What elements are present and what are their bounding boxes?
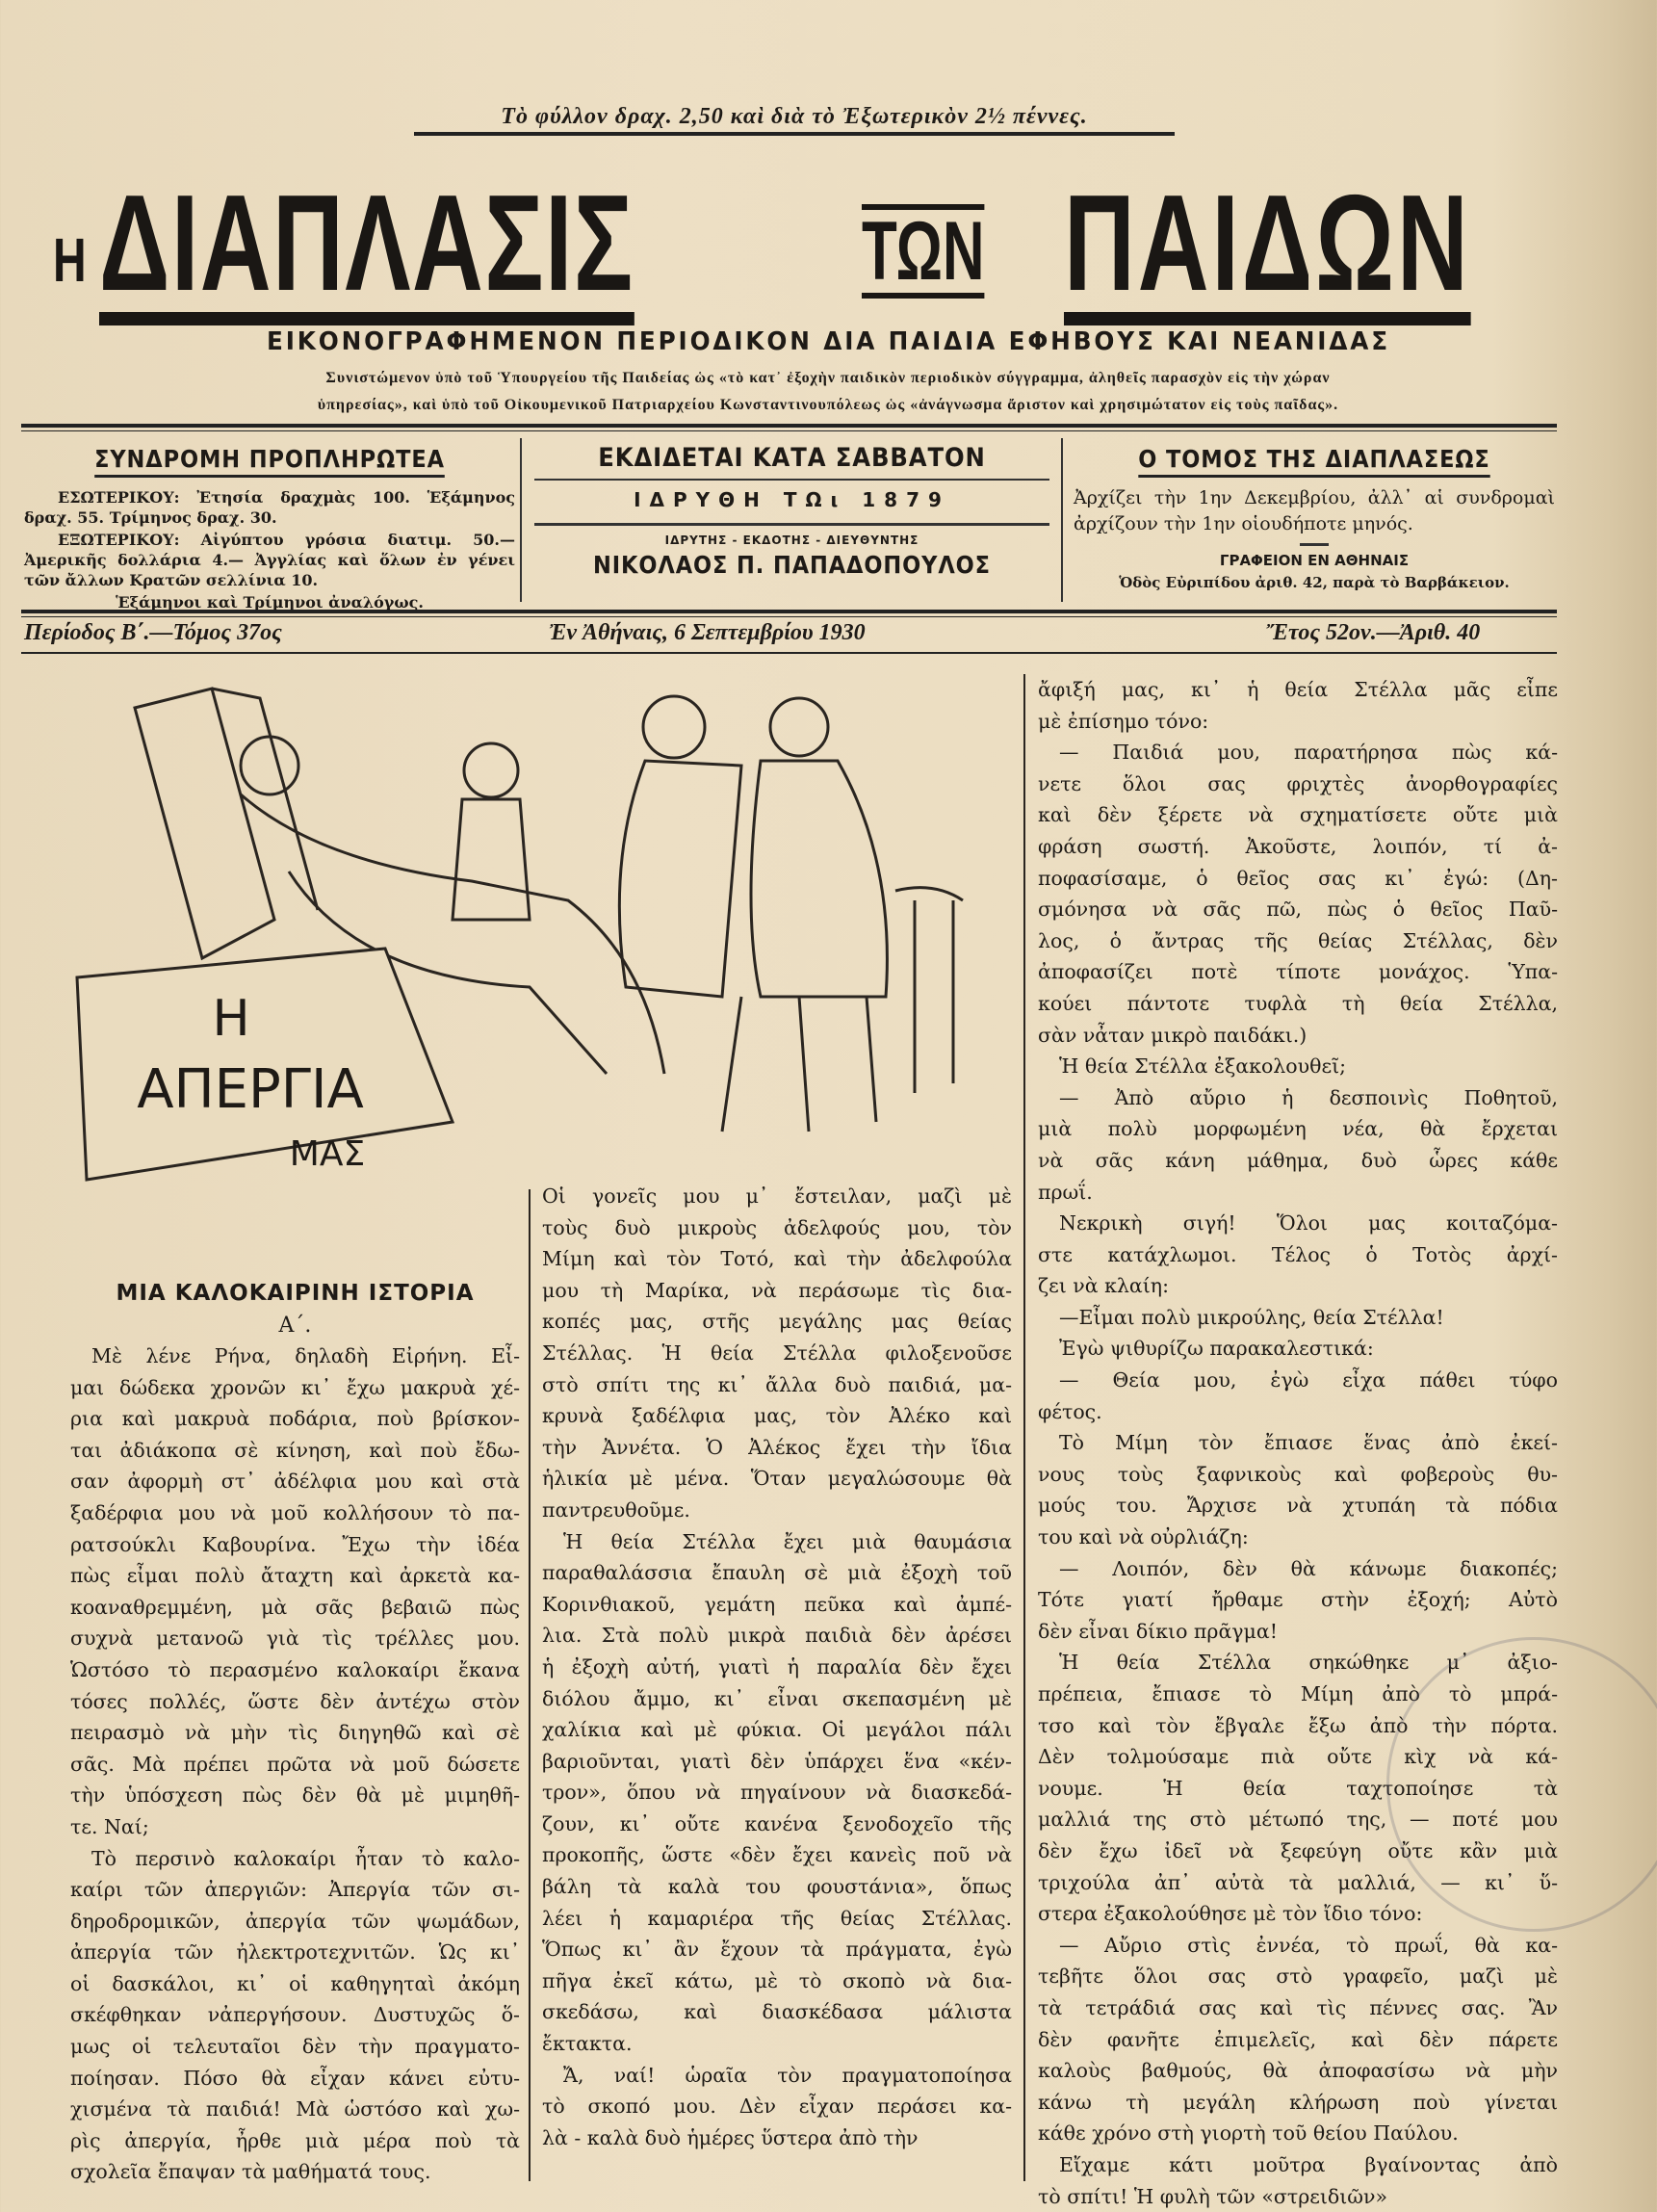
description-line: Συνιστώμενον ὑπὸ τοῦ Ὑπουργείου τῆς Παιδείας ὡς «τὸ κατ᾽ ἐξοχὴν παιδικὸν περιοδικὸν σύγγραμμα, ἀληθεῖς παρασχὸν εἰς τὴν χώραν xyxy=(39,368,1618,389)
paragraph xyxy=(542,1526,1012,2060)
volume-text: Ἀρχίζει τὴν 1ην Δεκεμβρίου, ἀλλ᾽ αἱ συνδρομαὶ ἀρχίζουν τὴν 1ην οἱουδήποτε μηνός. xyxy=(1074,485,1555,537)
office-title: ΓΡΑΦΕΙΟΝ ΕΝ ΑΘΗΝΑΙΣ xyxy=(1074,552,1555,569)
text-line: διόλου ἄμμο, κι᾽ εἶναι σκεπασμένη μὲ xyxy=(542,1683,1012,1715)
text-line: σαν ἀφορμὴ στ᾽ ἀδέλφια μου καὶ στὰ xyxy=(70,1466,520,1497)
text-line: Μὲ λένε Ρήνα, δηλαδὴ Εἰρήνη. Εἶ- xyxy=(70,1340,520,1372)
text-line: κοαναθρεμμένη, μὰ σᾶς βεβαιῶ πὼς xyxy=(70,1592,520,1624)
text-line: σκεδάσω, καὶ διασκέδασα μάλιστα xyxy=(542,1996,1012,2028)
issue-number: Ἔτος 52ον.—Ἀριθ. 40 xyxy=(1266,620,1480,646)
text-line: δὲν φανῆτε ἐπιμελεῖς, καὶ δὲν πάρετε xyxy=(1038,2024,1558,2056)
description-line: ὑπηρεσίας», καὶ ὑπὸ τοῦ Οἰκουμενικοῦ Πατριαρχείου Κωνσταντινουπόλεως ὡς «ἀνάγνωσμα ἄριστον καὶ χρησιμώτατον εἰς τοὺς παῖδας». xyxy=(39,395,1618,416)
text-line: σᾶς. Μὰ πρέπει πρῶτα νὰ μοῦ δώσετε xyxy=(70,1749,520,1781)
text-line: βαριοῦνται, γιατὶ δὲν ὑπάρχει ἕνα «κέν- xyxy=(542,1746,1012,1778)
publisher-role: ΙΔΡΥΤΗΣ - ΕΚΔΟΤΗΣ - ΔΙΕΥΘΥΝΤΗΣ xyxy=(534,533,1049,547)
paragraph xyxy=(1038,1333,1558,1365)
volume-box xyxy=(1074,435,1555,609)
subtitle: ΕΙΚΟΝΟΓΡΑΦΗΜΕΝΟΝ ΠΕΡΙΟΔΙΚΟΝ ΔΙΑ ΠΑΙΔΙΑ ΕΦΗΒΟΥΣ ΚΑΙ ΝΕΑΝΙΔΑΣ xyxy=(41,327,1616,356)
text-line: ἡλικία μὲ μένα. Ὅταν μεγαλώσουμε θὰ xyxy=(542,1463,1012,1495)
text-line: Ὡστόσο τὸ περασμένο καλοκαίρι ἔκανα xyxy=(70,1654,520,1686)
text-line: κρυνὰ ξαδέλφια μας, τὸν Ἀλέκο καὶ xyxy=(542,1400,1012,1432)
text-line: Οἱ γονεῖς μου μ᾽ ἔστειλαν, μαζὶ μὲ xyxy=(542,1181,1012,1212)
paragraph xyxy=(1038,1302,1558,1334)
text-line: πειρασμὸ νὰ μὴν τὶς διηγηθῶ καὶ σὲ xyxy=(70,1717,520,1749)
text-line: Τὸ περσινὸ καλοκαίρι ἦταν τὸ καλο- xyxy=(70,1843,520,1875)
text-line: λέει ἡ καμαριέρα τῆς θείας Στέλλας. xyxy=(542,1903,1012,1935)
text-line: στε κατάχλωμοι. Τέλος ὁ Τοτὸς ἀρχί- xyxy=(1038,1239,1558,1271)
text-line: ἀπεργία τῶν ἠλεκτροτεχνιτῶν. Ὡς κι᾽ xyxy=(70,1937,520,1968)
story-illustration xyxy=(67,669,1016,1189)
text-line: τσο καὶ τὸν ἔβγαλε ἔξω ἀπὸ τὴν πόρτα. xyxy=(1038,1710,1558,1742)
column-divider xyxy=(1023,674,1025,2181)
text-line: τε. Ναί; xyxy=(70,1811,520,1843)
text-line: πρέπεια, ἔπιασε τὸ Μίμη ἀπὸ τὸ μπρά- xyxy=(1038,1679,1558,1710)
divider xyxy=(1061,438,1063,602)
text-line: Στέλλας. Ἡ θεία Στέλλα φιλοξενοῦσε xyxy=(542,1338,1012,1369)
issue-date: Ἐν Ἀθήναις, 6 Σεπτεμβρίου 1930 xyxy=(549,620,866,646)
text-line: κάθε χρόνο στὴ γιορτὴ τοῦ θείου Παύλου. xyxy=(1038,2118,1558,2149)
text-line: Νεκρικὴ σιγή! Ὅλοι μας κοιταζόμα- xyxy=(1038,1208,1558,1239)
text-line: Δὲν τολμούσαμε πιὰ οὔτε κὶχ νὰ κά- xyxy=(1038,1741,1558,1773)
text-line: δὲν εἶναι δίκιο πρᾶγμα! xyxy=(1038,1616,1558,1648)
text-line: λος, ὁ ἄντρας τῆς θείας Στέλλας, δὲν xyxy=(1038,925,1558,957)
divider xyxy=(21,652,1557,654)
text-line: φέτος. xyxy=(1038,1396,1558,1428)
text-line: μαλλιά της στὸ μέτωπό της, — ποτέ μου xyxy=(1038,1804,1558,1835)
text-line: ἀποφασίζει ποτὲ τίποτε μονάχος. Ὑπα- xyxy=(1038,956,1558,988)
text-line: κοπές μας, στῆς μεγάλης μας θείας xyxy=(542,1306,1012,1338)
article-column-2 xyxy=(542,1181,1012,2153)
column-divider xyxy=(529,1189,531,2181)
subscription-foreign: ΕΞΩΤΕΡΙΚΟΥ: Αἰγύπτου γρόσια διατιμ. 50.— Ἀμερικῆς δολλάρια 4.— Ἀγγλίας καὶ ὅλων ἐν γένει τῶν ἄλλων Κρατῶν σελλίνια 10. xyxy=(24,530,515,590)
text-line: παντρευθοῦμε. xyxy=(542,1495,1012,1526)
paragraph xyxy=(542,2060,1012,2154)
subscription-title: ΣΥΝΔΡΟΜΗ ΠΡΟΠΛΗΡΩΤΕΑ xyxy=(94,445,445,478)
text-line: τεβῆτε ὅλοι σας στὸ γραφεῖο, μαζὶ μὲ xyxy=(1038,1961,1558,1992)
text-line: ρια καὶ μακρυὰ ποδάρια, ποὺ βρίσκον- xyxy=(70,1403,520,1435)
text-line: πῆγα ἐκεῖ κάτω, μὲ τὸ σκοπὸ νὰ δια- xyxy=(542,1965,1012,1997)
office-address: Ὁδὸς Εὐριπίδου ἀριθ. 42, παρὰ τὸ Βαρβάκειον. xyxy=(1074,573,1555,593)
article-column-3 xyxy=(1038,674,1558,2212)
text-line: πὼς εἶμαι πολὺ ἄταχτη καὶ ἀρκετὰ κα- xyxy=(70,1560,520,1592)
text-line: στερα ἐξακολούθησε μὲ τὸν ἴδιο τόνο: xyxy=(1038,1898,1558,1930)
paragraph xyxy=(1038,2149,1558,2212)
text-line: νους τοὺς ξαφνικοὺς καὶ φοβεροὺς θυ- xyxy=(1038,1459,1558,1491)
text-line: σχολεῖα ἔπαψαν τὰ μαθήματά τους. xyxy=(70,2156,520,2188)
price-line: Τὸ φύλλον δραχ. 2,50 καὶ διὰ τὸ Ἐξωτερικὸν 2½ πέννες. xyxy=(414,104,1175,136)
paragraph xyxy=(1038,1082,1558,1208)
text-line: πρωΐ. xyxy=(1038,1177,1558,1209)
text-line: μαι δώδεκα χρονῶν κι᾽ ἔχω μακρυὰ χέ- xyxy=(70,1372,520,1404)
text-line: Ἄ, ναί! ὡραῖα τὸν πραγματοποίησα xyxy=(542,2060,1012,2092)
text-line: Μίμη καὶ τὸν Τοτό, καὶ τὴν ἀδελφούλα xyxy=(542,1243,1012,1275)
text-line: καὶ δὲν ξέρετε νὰ σχηματίσετε οὔτε μιὰ xyxy=(1038,799,1558,831)
text-line: — Λοιπόν, δὲν θὰ κάνωμε διακοπές; xyxy=(1038,1553,1558,1585)
text-line: ποφασίσαμε, ὁ θεῖος σας κι᾽ ἐγώ: (Δη- xyxy=(1038,863,1558,895)
text-line: νετε ὅλοι σας φριχτὲς ἀνορθογραφίες xyxy=(1038,768,1558,800)
paragraph xyxy=(70,1340,520,1843)
text-line: Τότε γιατί ἤρθαμε στὴν ἐξοχή; Αὐτὸ xyxy=(1038,1584,1558,1616)
text-line: — Παιδιά μου, παρατήρησα πὼς κά- xyxy=(1038,737,1558,768)
text-line: τρον», ὅπου νὰ πηγαίνουν νὰ διασκεδά- xyxy=(542,1777,1012,1809)
text-line: του καὶ νὰ οὐρλιάζη: xyxy=(1038,1522,1558,1553)
text-line: κούει πάντοτε τυφλὰ τὴ θεία Στέλλα, xyxy=(1038,988,1558,1020)
text-line: — Ἀπὸ αὔριο ἡ δεσποινὶς Ποθητοῦ, xyxy=(1038,1082,1558,1114)
founded-year: ΙΔΡΥΘΗ ΤΩι 1879 xyxy=(534,488,1049,511)
paragraph xyxy=(1038,1365,1558,1427)
masthead-article: Η xyxy=(53,229,87,291)
text-line: τὴν Ἀννέτα. Ὁ Ἀλέκος ἔχει τὴν ἴδια xyxy=(542,1432,1012,1464)
text-line: ρατσούκλι Καβουρίνα. Ἔχω τὴν ἰδέα xyxy=(70,1529,520,1561)
paragraph xyxy=(1038,1051,1558,1082)
volume-title: Ο ΤΟΜΟΣ ΤΗΣ ΔΙΑΠΛΑΣΕΩΣ xyxy=(1138,445,1489,478)
paragraph xyxy=(1038,1427,1558,1552)
text-line: τριχούλα ἀπ᾽ αὐτὰ τὰ μαλλιά, — κι᾽ ὕ- xyxy=(1038,1867,1558,1899)
text-line: Ἡ θεία Στέλλα ἔχει μιὰ θαυμάσια xyxy=(542,1526,1012,1558)
text-line: — Αὔριο στὶς ἐννέα, τὸ πρωΐ, θὰ κα- xyxy=(1038,1930,1558,1962)
text-line: φράση σωστή. Ἀκοῦστε, λοιπόν, τί ἀ- xyxy=(1038,831,1558,863)
text-line: ξαδέρφια μου νὰ μοῦ κολλήσουν τὸ πα- xyxy=(70,1497,520,1529)
text-line: οἱ δασκάλοι, κι᾽ οἱ καθηγηταὶ ἀκόμη xyxy=(70,1968,520,2000)
text-line: τὸ σπίτι! Ἡ φυλὴ τῶν «στρειδιῶν» xyxy=(1038,2181,1558,2212)
text-line: ζει νὰ κλαίη: xyxy=(1038,1270,1558,1302)
divider xyxy=(534,523,1049,526)
text-line: τὸ σκοπό μου. Δὲν εἶχαν περάσει κα- xyxy=(542,2091,1012,2122)
text-line: χαλίκια καὶ μὲ φύκια. Οἱ μεγάλοι πάλι xyxy=(542,1714,1012,1746)
masthead-word-ton: ΤΩΝ xyxy=(862,204,984,299)
paragraph xyxy=(1038,1553,1558,1648)
paragraph xyxy=(70,1843,520,2189)
text-line: δὲν ἔχω ἰδεῖ νὰ ξεφεύγη οὔτε κἂν μιὰ xyxy=(1038,1835,1558,1867)
text-line: μούς του. Ἄρχισε νὰ χτυπάη τὰ πόδια xyxy=(1038,1490,1558,1522)
publication-box xyxy=(534,435,1049,609)
text-line: μου τὴ Μαρίκα, νὰ περάσωμε τὶς δια- xyxy=(542,1275,1012,1307)
divider xyxy=(21,610,1557,617)
paragraph xyxy=(542,1181,1012,1526)
paragraph xyxy=(1038,737,1558,1051)
text-line: τοὺς δυὸ μικροὺς ἀδελφούς μου, τὸν xyxy=(542,1212,1012,1244)
text-line: λὰ - καλὰ δυὸ ἡμέρες ὕστερα ἀπὸ τὴν xyxy=(542,2122,1012,2154)
masthead-logo xyxy=(53,173,1526,308)
text-line: προκοπῆς, ὥστε «δὲν ἔχει κανεὶς ποῦ νὰ xyxy=(542,1839,1012,1871)
publication-title: ΕΚΔΙΔΕΤΑΙ ΚΑΤΑ ΣΑΒΒΑΤΟΝ xyxy=(560,443,1024,473)
text-line: λια. Στὰ πολὺ μικρὰ παιδιὰ δὲν ἀρέσει xyxy=(542,1620,1012,1652)
text-line: παραθαλάσσια ἔπαυλη σὲ μιὰ ἐξοχὴ τοῦ xyxy=(542,1557,1012,1589)
text-line: μὲ ἐπίσημο τόνο: xyxy=(1038,706,1558,738)
divider xyxy=(534,479,1049,481)
text-line: βάλη τὰ καλὰ του φουστάνια», ὅπως xyxy=(542,1871,1012,1903)
text-line: μιὰ πολὺ μορφωμένη νέα, θὰ ἔρχεται xyxy=(1038,1113,1558,1145)
text-line: τὰ τετράδιά σας καὶ τὶς πέννες σας. Ἂν xyxy=(1038,1992,1558,2024)
article-column-1 xyxy=(70,1281,520,2188)
banner-text: Η xyxy=(212,990,249,1048)
text-line: χισμένα τὰ παιδιά! Μὰ ὡστόσο καὶ χω- xyxy=(70,2094,520,2125)
subscription-box xyxy=(24,435,515,609)
issue-period: Περίοδος Β΄.—Τόμος 37ος xyxy=(24,620,282,646)
text-line: καίρι τῶν ἀπεργιῶν: Ἀπεργία τῶν σι- xyxy=(70,1874,520,1906)
text-line: Εἴχαμε κάτι μοῦτρα βγαίνοντας ἀπὸ xyxy=(1038,2149,1558,2181)
text-line: σκέφθηκαν νἀπεργήσουν. Δυστυχῶς ὅ- xyxy=(70,1999,520,2031)
text-line: τόσες πολλές, ὥστε δὲν ἀντέχω στὸν xyxy=(70,1686,520,1718)
text-line: Ἐγὼ ψιθυρίζω παρακαλεστικά: xyxy=(1038,1333,1558,1365)
text-line: ἡ ἐξοχὴ αὐτή, γιατὶ ἡ παραλία δὲν ἔχει xyxy=(542,1652,1012,1683)
banner-text: ΑΠΕΡΓΙΑ xyxy=(137,1058,364,1121)
text-line: ἄφιξή μας, κι᾽ ἡ θεία Στέλλα μᾶς εἶπε xyxy=(1038,674,1558,706)
text-line: σμόνησα νὰ σᾶς πῶ, πὼς ὁ θεῖος Παῦ- xyxy=(1038,894,1558,925)
children-drawing xyxy=(67,669,1016,1189)
text-line: νουμε. Ἡ θεία ταχτοποίησε τὰ xyxy=(1038,1773,1558,1805)
text-line: στὸ σπίτι της κι᾽ ἄλλα δυὸ παιδιά, μα- xyxy=(542,1369,1012,1401)
chapter-number: Α΄. xyxy=(70,1312,520,1340)
publisher-name: ΝΙΚΟΛΑΟΣ Π. ΠΑΠΑΔΟΠΟΥΛΟΣ xyxy=(560,551,1024,579)
text-line: ται ἀδιάκοπα σὲ κίνηση, καὶ ποὺ ἔδω- xyxy=(70,1435,520,1467)
masthead-word-diaplasis: ΔΙΑΠΛΑΣΙΣ xyxy=(99,175,634,325)
text-line: ἔκτακτα. xyxy=(542,2028,1012,2060)
masthead-word-paidon: ΠΑΙΔΩΝ xyxy=(1064,175,1471,325)
divider xyxy=(1300,543,1329,546)
text-line: δηροδρομικῶν, ἀπεργία τῶν ψωμάδων, xyxy=(70,1906,520,1938)
banner-text: ΜΑΣ xyxy=(290,1134,365,1174)
article-heading: ΜΙΑ ΚΑΛΟΚΑΙΡΙΝΗ ΙΣΤΟΡΙΑ xyxy=(70,1281,520,1312)
text-line: τὴν ὑπόσχεση πὼς δὲν θὰ μὲ μιμηθῆ- xyxy=(70,1780,520,1811)
text-line: μως οἱ τελευταῖοι δὲν τὴν πραγματο- xyxy=(70,2031,520,2063)
text-line: Τὸ Μίμη τὸν ἔπιασε ἕνας ἀπὸ ἐκεί- xyxy=(1038,1427,1558,1459)
text-line: ρὶς ἀπεργία, ἦρθε μιὰ μέρα ποὺ τὰ xyxy=(70,2125,520,2157)
text-line: — Θεία μου, ἐγὼ εἶχα πάθει τύφο xyxy=(1038,1365,1558,1396)
text-line: Ἡ θεία Στέλλα ἐξακολουθεῖ; xyxy=(1038,1051,1558,1082)
text-line: ζουν, κι᾽ οὔτε κανένα ξενοδοχεῖο τῆς xyxy=(542,1809,1012,1840)
paragraph xyxy=(1038,1208,1558,1302)
text-line: Ἡ θεία Στέλλα σηκώθηκε μ᾽ ἀξιο- xyxy=(1038,1647,1558,1679)
text-line: καλοὺς βαθμούς, θὰ ἀποφασίσω νὰ μὴν xyxy=(1038,2055,1558,2087)
paragraph xyxy=(1038,1930,1558,2149)
subscription-domestic: ΕΣΩΤΕΡΙΚΟΥ: Ἐτησία δραχμὰς 100. Ἑξάμηνος δραχ. 55. Τρίμηνος δραχ. 30. xyxy=(24,487,515,528)
divider xyxy=(520,438,522,602)
text-line: σὰν νἆταν μικρὸ παιδάκι.) xyxy=(1038,1020,1558,1052)
text-line: Ὅπως κι᾽ ἂν ἔχουν τὰ πράγματα, ἐγὼ xyxy=(542,1934,1012,1965)
text-line: νὰ σᾶς κάνη μάθημα, δυὸ ὧρες κάθε xyxy=(1038,1145,1558,1177)
text-line: ποίησαν. Πόσο θὰ εἶχαν κάνει εὐτυ- xyxy=(70,2063,520,2095)
text-line: —Εἶμαι πολὺ μικρούλης, θεία Στέλλα! xyxy=(1038,1302,1558,1334)
text-line: Κορινθιακοῦ, γεμάτη πεῦκα καὶ ἀμπέ- xyxy=(542,1589,1012,1621)
subscription-note: Ἑξάμηνοι καὶ Τρίμηνοι ἀναλόγως. xyxy=(24,592,515,612)
text-line: κάνω τὴ μεγάλη κλήρωση ποὺ γίνεται xyxy=(1038,2087,1558,2119)
text-line: συχνὰ μετανοῶ γιὰ τὶς τρέλλες μου. xyxy=(70,1623,520,1654)
paragraph xyxy=(1038,674,1558,737)
divider xyxy=(21,424,1557,431)
